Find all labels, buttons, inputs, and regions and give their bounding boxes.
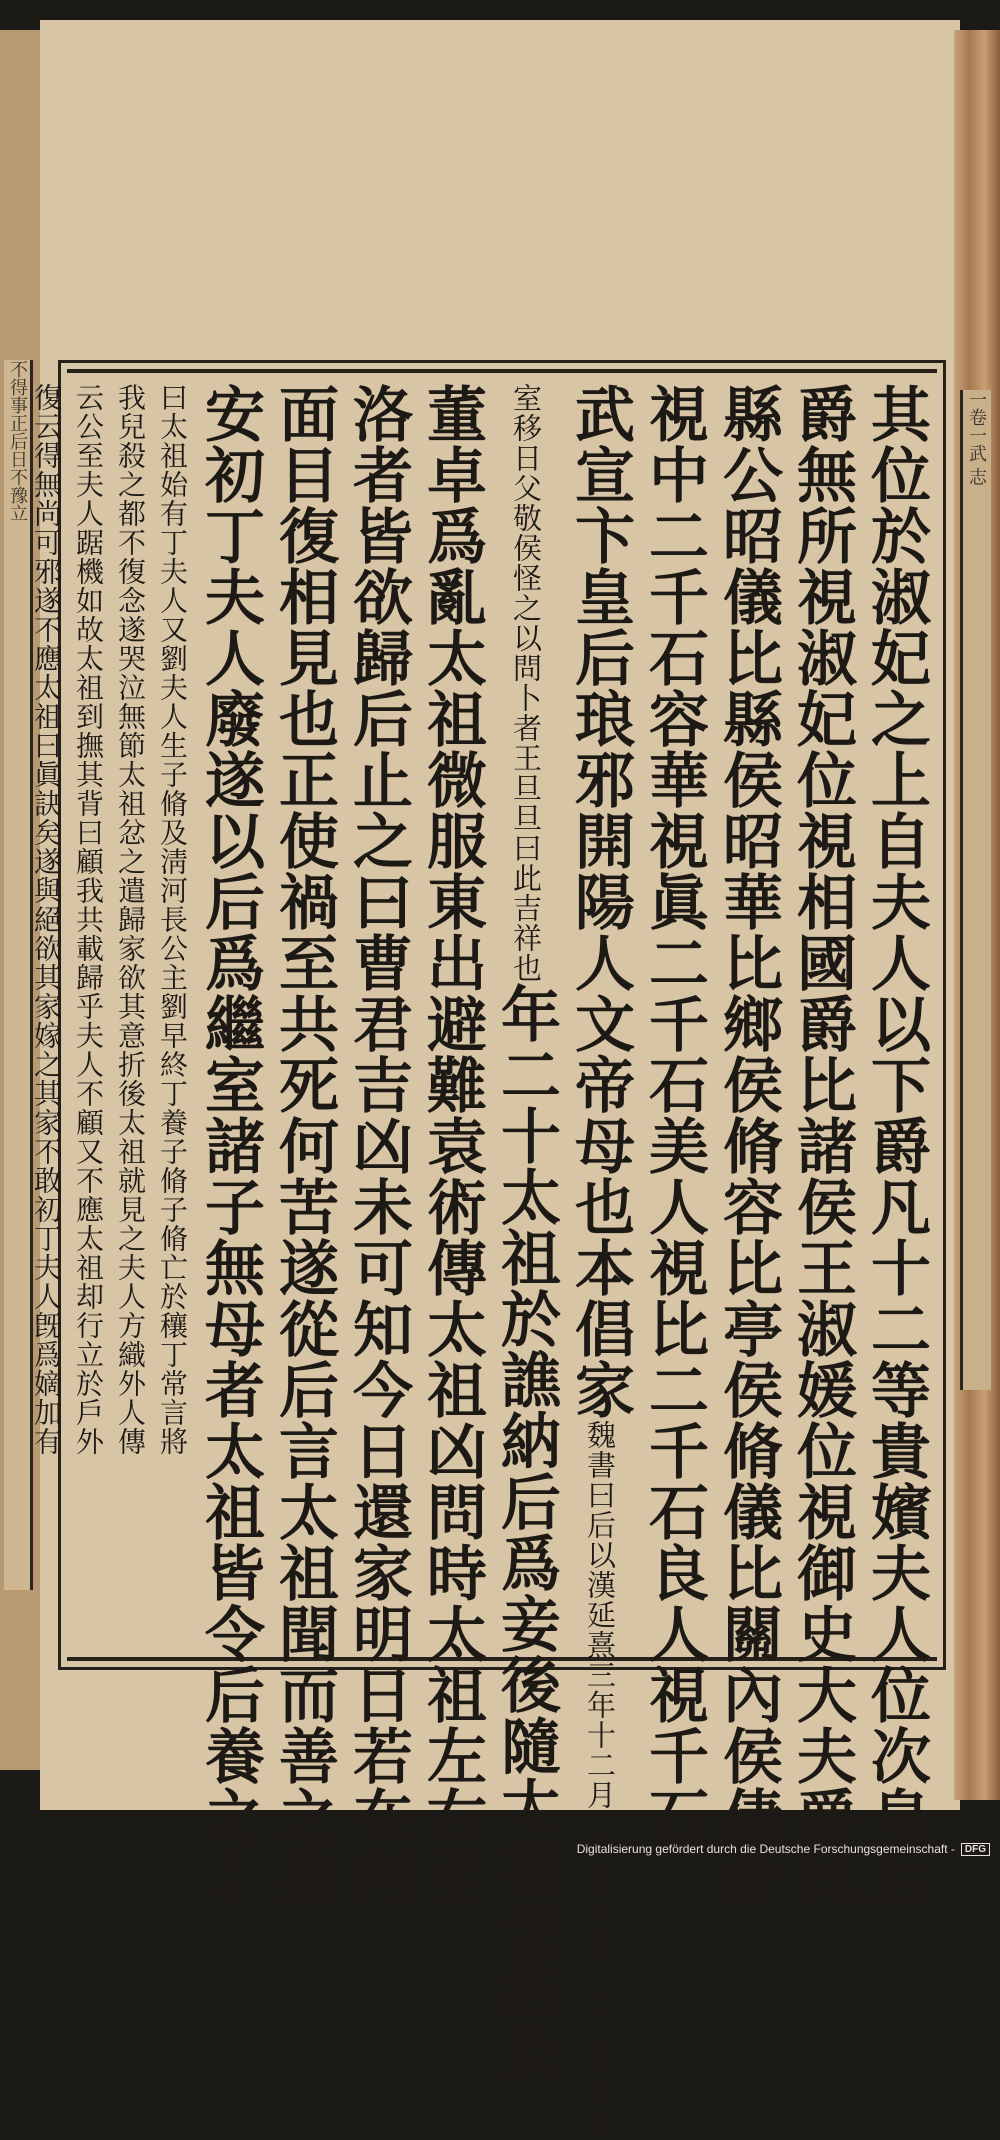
text-column-4: 視中二千石容華視眞二千石美人視比二千石良人視千石: [639, 383, 709, 1847]
column-10-main: 安初丁夫人廢遂以后爲繼室諸子無母者太祖皆令后養之: [195, 383, 265, 1847]
text-column-5: [565, 383, 635, 2140]
text-column-8: 洛者皆欲歸后止之曰曹君吉凶未可知今日還家明日若在何: [343, 383, 413, 1908]
text-column-12: 我兒殺之都不復念遂哭泣無節太祖忿之遣歸家欲其意折後太祖就見之夫人方織外人傳: [114, 383, 147, 1456]
right-margin-text: 一卷一武 志: [966, 390, 987, 486]
right-page-edge: [954, 30, 1000, 1800]
text-column-9: 面目復相見也正使禍至共死何苦遂從后言太祖聞而善之建: [269, 383, 339, 1908]
digitization-footer: [577, 1842, 990, 1856]
dfg-logo-icon: DFG: [961, 1843, 990, 1856]
column-6-main: 年二十太祖於譙納后爲妾後隨太祖至洛及: [491, 983, 561, 2081]
text-column-11: 曰太祖始有丁夫人又劉夫人生子脩及淸河長公主劉早終丁養子脩子脩亡於穰丁常言將: [156, 383, 189, 1456]
left-margin-text: 不得事正后日不豫立: [7, 360, 28, 522]
text-column-3: 縣公昭儀比縣侯昭華比鄉侯脩容比亭侯脩儀比關內侯倢伃: [713, 383, 783, 1908]
column-5-main: 武宣卞皇后琅邪開陽人文帝母也本倡家: [565, 383, 635, 1420]
text-column-10: [195, 383, 265, 1907]
text-column-2: 爵無所視淑妃位視相國爵比諸侯王淑媛位視御史大夫爵比: [787, 383, 857, 1908]
text-column-7: 董卓爲亂太祖微服東出避難袁術傳太祖凶問時太祖左右至: [417, 383, 487, 1908]
right-page-text-strip: [960, 390, 991, 1390]
text-column-1: 其位於淑妃之上自夫人以下爵凡十二等貴嬪夫人位次皇后: [861, 383, 931, 1908]
column-10-note: 魏略: [213, 1847, 247, 1907]
column-6-note-left: 卜者王旦旦曰此吉祥也: [509, 683, 543, 983]
column-5-note-left: 月己巳生齊郡白亭有黃氣滿: [583, 1780, 617, 2140]
column-6-note-right: 室移日父敬侯怪之以問: [509, 383, 543, 683]
column-5-note-right: 魏書曰后以漢延熹三年十二: [583, 1420, 617, 1780]
text-column-14: 復云得無尚可邪遂不應太祖曰眞訣矣遂與絕欲其家嫁之其家不敢初丁夫人旣爲嫡加有: [30, 383, 63, 1456]
text-column-13: 云公至夫人踞機如故太祖到撫其背曰顧我共載歸乎夫人不顧又不應太祖却行立於戶外: [72, 383, 105, 1456]
footer-text: Digitalisierung gefördert durch die Deutsche Forschungsgemeinschaft -: [576, 1842, 955, 1856]
text-column-6: [491, 383, 561, 2081]
